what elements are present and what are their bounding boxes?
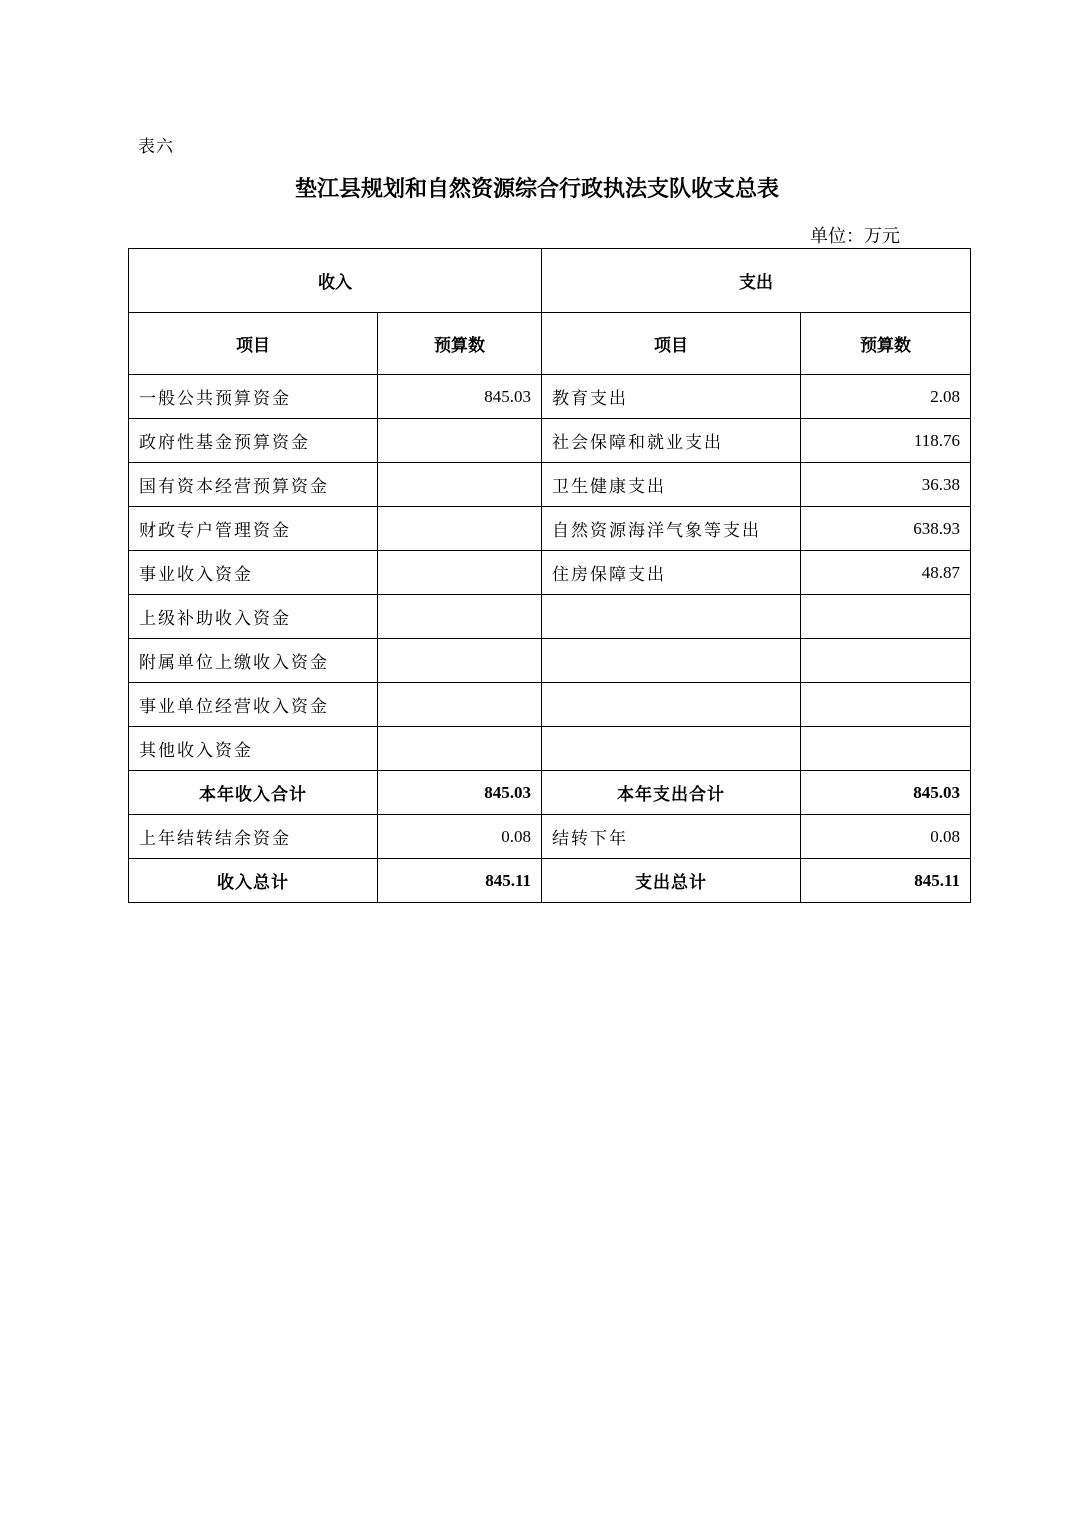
year-total-row-expense-label: 本年支出合计 xyxy=(542,771,801,815)
carryover-row-income-value: 0.08 xyxy=(378,815,542,859)
income-value xyxy=(378,419,542,463)
year-total-row-income-value: 845.03 xyxy=(378,771,542,815)
expense-item xyxy=(542,727,801,771)
year-total-row-expense-value: 845.03 xyxy=(801,771,971,815)
grand-total-row xyxy=(129,859,971,903)
expense-item xyxy=(542,595,801,639)
table-label: 表六 xyxy=(138,137,174,157)
income-value xyxy=(378,727,542,771)
expense-item: 教育支出 xyxy=(542,375,801,419)
expense-item: 自然资源海洋气象等支出 xyxy=(542,507,801,551)
expense-item: 社会保障和就业支出 xyxy=(542,419,801,463)
table-row xyxy=(129,375,971,419)
income-value xyxy=(378,683,542,727)
carryover-row-expense-label: 结转下年 xyxy=(542,815,801,859)
income-item: 事业单位经营收入资金 xyxy=(129,683,378,727)
table-row xyxy=(129,727,971,771)
income-item: 上级补助收入资金 xyxy=(129,595,378,639)
table-row xyxy=(129,463,971,507)
expense-value: 48.87 xyxy=(801,551,971,595)
income-item: 财政专户管理资金 xyxy=(129,507,378,551)
expense-value xyxy=(801,639,971,683)
income-item: 其他收入资金 xyxy=(129,727,378,771)
table-row xyxy=(129,595,971,639)
income-value xyxy=(378,639,542,683)
column-header-row xyxy=(129,313,971,375)
year-total-row xyxy=(129,771,971,815)
unit-label: 单位：万元 xyxy=(810,226,900,247)
expense-item: 卫生健康支出 xyxy=(542,463,801,507)
income-value xyxy=(378,551,542,595)
expense-value xyxy=(801,595,971,639)
expense-item xyxy=(542,639,801,683)
expense-item xyxy=(542,683,801,727)
income-item: 国有资本经营预算资金 xyxy=(129,463,378,507)
expense-value: 2.08 xyxy=(801,375,971,419)
grand-total-row-expense-label: 支出总计 xyxy=(542,859,801,903)
income-item: 附属单位上缴收入资金 xyxy=(129,639,378,683)
table-row xyxy=(129,683,971,727)
budget-table xyxy=(128,248,971,903)
income-item: 一般公共预算资金 xyxy=(129,375,378,419)
expense-value: 118.76 xyxy=(801,419,971,463)
page-title: 垫江县规划和自然资源综合行政执法支队收支总表 xyxy=(294,176,779,202)
income-value xyxy=(378,463,542,507)
expense-value xyxy=(801,683,971,727)
expense-budget-header: 预算数 xyxy=(801,313,971,375)
table-row xyxy=(129,551,971,595)
income-item: 事业收入资金 xyxy=(129,551,378,595)
expense-header: 支出 xyxy=(542,249,971,313)
table-row xyxy=(129,639,971,683)
income-item: 政府性基金预算资金 xyxy=(129,419,378,463)
expense-item: 住房保障支出 xyxy=(542,551,801,595)
income-budget-header: 预算数 xyxy=(378,313,542,375)
grand-total-row-expense-value: 845.11 xyxy=(801,859,971,903)
income-value: 845.03 xyxy=(378,375,542,419)
group-header-row xyxy=(129,249,971,313)
carryover-row xyxy=(129,815,971,859)
income-value xyxy=(378,507,542,551)
carryover-row-income-label: 上年结转结余资金 xyxy=(129,815,378,859)
table-row xyxy=(129,507,971,551)
grand-total-row-income-label: 收入总计 xyxy=(129,859,378,903)
income-value xyxy=(378,595,542,639)
expense-value: 36.38 xyxy=(801,463,971,507)
carryover-row-expense-value: 0.08 xyxy=(801,815,971,859)
income-header: 收入 xyxy=(129,249,542,313)
table-row xyxy=(129,419,971,463)
expense-item-header: 项目 xyxy=(542,313,801,375)
income-item-header: 项目 xyxy=(129,313,378,375)
expense-value: 638.93 xyxy=(801,507,971,551)
expense-value xyxy=(801,727,971,771)
grand-total-row-income-value: 845.11 xyxy=(378,859,542,903)
year-total-row-income-label: 本年收入合计 xyxy=(129,771,378,815)
